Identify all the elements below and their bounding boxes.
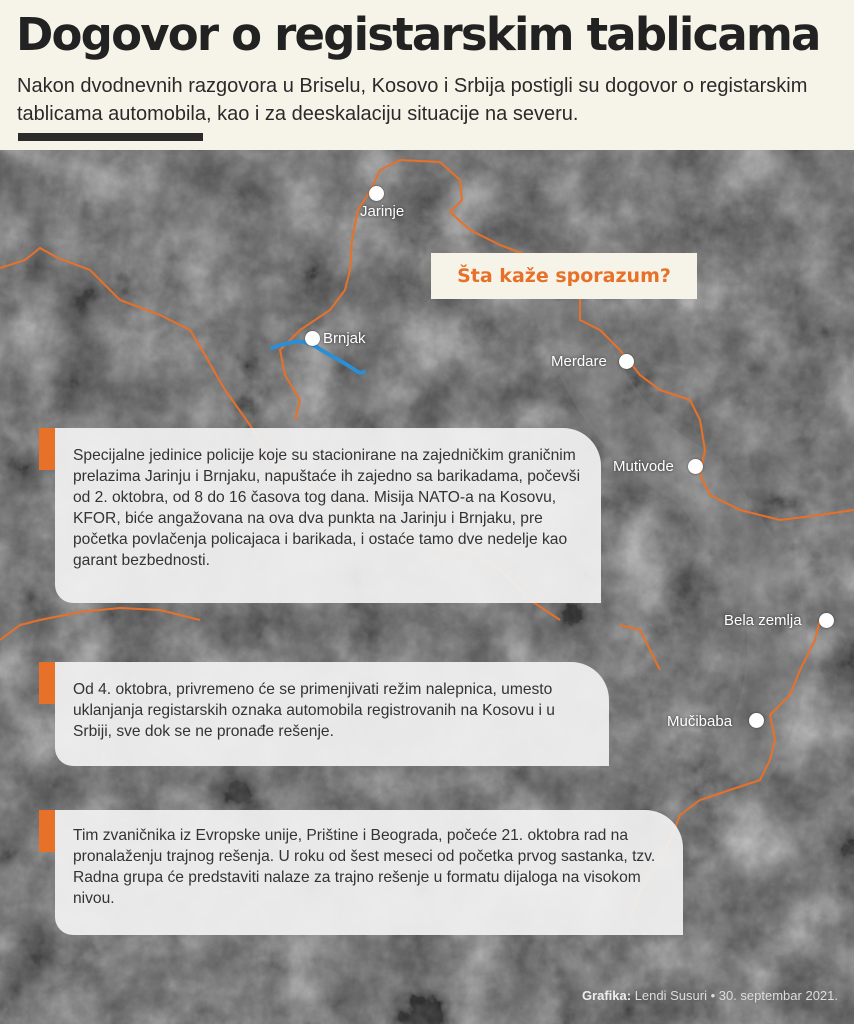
card-accent-3 xyxy=(39,810,55,852)
place-dot-jarinje xyxy=(369,186,384,201)
agreement-card-3 xyxy=(55,810,683,935)
agreement-card-3-text: Tim zvaničnika iz Evropske unije, Prištine i Beograda, počeće 21. oktobra rad na pronalaženju trajnog rešenja. U roku od šest meseci od početka prvog sastanka, tzv. Radna grupa će predstaviti nalaze za trajno rešenje u formatu dijaloga na visokom nivou. xyxy=(73,827,656,907)
place-dot-brnjak xyxy=(305,331,320,346)
credit-text: Lendi Susuri • 30. septembar 2021. xyxy=(634,988,838,1003)
card-accent-1 xyxy=(39,428,55,470)
credit-line xyxy=(582,988,838,1003)
place-dot-bela-zemlja xyxy=(819,613,834,628)
place-dot-mucibaba xyxy=(749,713,764,728)
place-dot-mutivode xyxy=(688,459,703,474)
place-dot-merdare xyxy=(619,354,634,369)
agreement-card-1 xyxy=(55,428,601,603)
place-label-jarinje: Jarinje xyxy=(360,203,405,220)
agreement-card-1-text: Specijalne jedinice policije koje su stacionirane na zajedničkim graničnim prelazima Jarinju i Brnjaku, napuštaće ih zajedno sa barikadama, počevši od 2. oktobra, od 8 do 16 časova tog dana. Misija NATO-a na Kosovu, KFOR, biće angažovana na ova dva punkta na Jarinju i Brnjaku, pre početka povlačenja policajaca i barikada, i ostaće tamo dve nedelje kao garant bezbednosti. xyxy=(73,447,581,569)
place-label-bela-zemlja: Bela zemlja xyxy=(724,612,802,629)
place-label-mucibaba: Mučibaba xyxy=(667,713,733,730)
page-title: Dogovor o registarskim tablicama xyxy=(16,8,820,61)
agreement-card-2 xyxy=(55,662,609,766)
place-label-mutivode: Mutivode xyxy=(613,458,674,475)
agreement-card-2-text: Od 4. oktobra, privremeno će se primenjivati režim nalepnica, umesto uklanjanja registarskih oznaka automobila registrovanih na Kosovu i u Srbiji, sve dok se ne pronađe rešenje. xyxy=(73,681,555,740)
card-accent-2 xyxy=(39,662,55,704)
place-label-merdare: Merdare xyxy=(551,353,607,370)
agreement-callout-title: Šta kaže sporazum? xyxy=(431,253,697,299)
header xyxy=(0,0,854,150)
credit-label: Grafika: xyxy=(581,988,632,1003)
place-label-brnjak: Brnjak xyxy=(323,330,366,347)
page-subtitle: Nakon dvodnevnih razgovora u Briselu, Kosovo i Srbija postigli su dogovor o registarskim tablicama automobila, kao i za deeskalaciju situacije na severu. xyxy=(17,75,808,125)
header-divider xyxy=(18,133,203,141)
